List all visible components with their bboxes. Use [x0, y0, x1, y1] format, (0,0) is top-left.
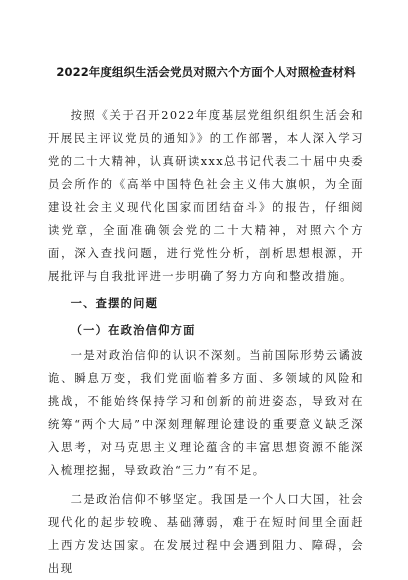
document-title: 2022年度组织生活会党员对照六个方面个人对照检查材料 [56, 65, 356, 79]
body-paragraph-1: 一是对政治信仰的认识不深刻。当前国际形势云谲波诡、瞬息万变，我们党面临着多方面、多领域的风险和挑战，不能始终保持学习和创新的前进姿态，导致对在统筹“两个大局”中深刻理解理论建设的重要意义缺乏深入思考，对马克思主义理论蕴含的丰富思想资源不能深入梳理挖掘，导致政治“三力”有不足。 [48, 349, 364, 477]
section-heading: 一、查摆的问题 [70, 297, 159, 310]
body-paragraph-2: 二是政治信仰不够坚定。我国是一个人口大国，社会现代化的起步较晚、基础薄弱，难于在短时间里全面赶上西方发达国家。在发展过程中会遇到阻力、障碍，会出现 [48, 493, 364, 575]
subsection-heading: （一）在政治信仰方面 [70, 323, 196, 337]
intro-paragraph: 按照《关于召开2022年度基层党组织组织生活会和开展民主评议党员的通知》》的工作部署，本人深入学习党的二十大精神，认真研读xxx总书记代表二十届中央委员会所作的《高举中国特色社会主义伟大旗帜，为全面建设社会主义现代化国家而团结奋斗》的报告，仔细阅读党章，全面准确领会党的二十大精神，对照六个方面，深入查找问题，进行党性分析，剖析思想根源，开展批评与自我批评进一步明确了努力方向和整改措施。 [48, 109, 364, 283]
